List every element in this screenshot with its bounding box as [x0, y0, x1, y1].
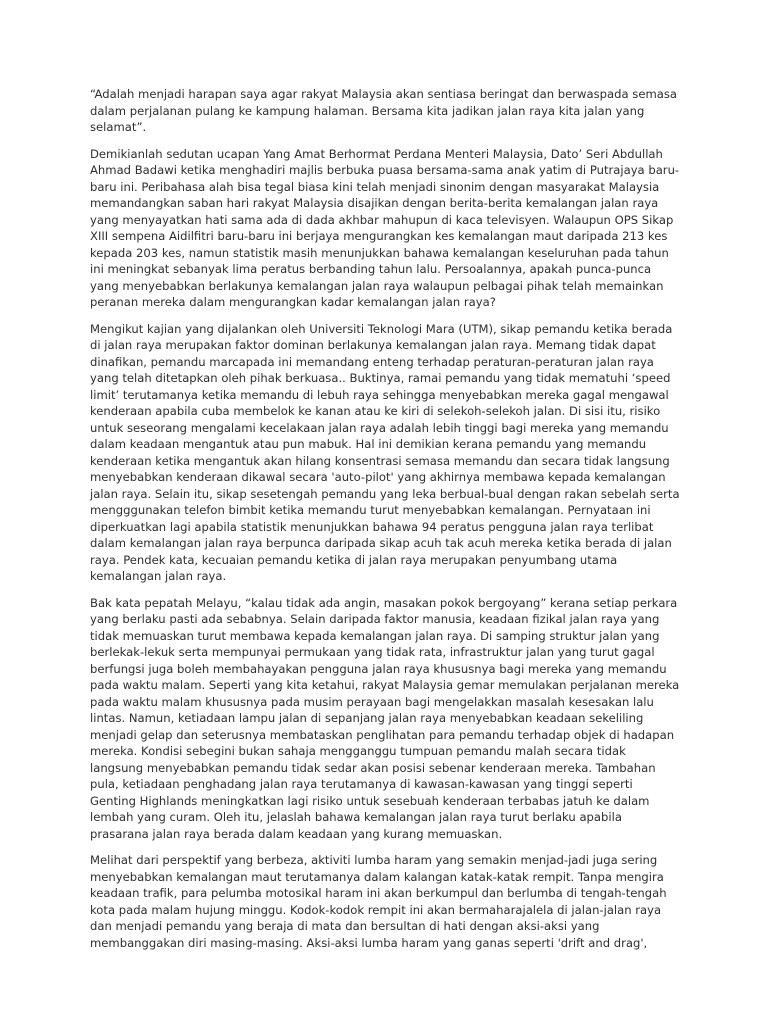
paragraph-illegal-racing: Melihat dari perspektif yang berbeza, aktiviti lumba haram yang semakin menjad-jadi juga sering menyebabkan kemalangan maut terutamanya dalam kalangan katak-katak rempit. Tanpa mengira keadaan trafik, para pelumba motosikal haram ini akan berkumpul dan berlumba di tengah-tengah kota pada malam hujung minggu. Kodok-kodok rempit ini akan bermaharajalela di jalan-jalan raya dan menjadi pemandu yang beraja di mata dan bersultan di hati dengan aksi-aksi yang membanggakan diri masing-masing. Aksi-aksi lumba haram yang ganas seperti 'drift and drag', [90, 853, 667, 950]
paragraph-introduction: Demikianlah sedutan ucapan Yang Amat Berhormat Perdana Menteri Malaysia, Dato’ Seri Abdullah Ahmad Badawi ketika menghadiri majlis berbuka puasa bersama-sama anak yatim di Putrajaya baru-baru ini. Peribahasa alah bisa tegal biasa kini telah menjadi sinonim dengan masyarakat Malaysia memandangkan saban hari rakyat Malaysia disajikan dengan berita-berita kemalangan jalan raya yang menyayatkan hati sama ada di dada akhbar mahupun di kaca televisyen. Walaupun OPS Sikap XIII sempena Aidilfitri baru-baru ini berjaya mengurangkan kes kemalangan maut daripada 213 kes kepada 203 kes, namun statistik masih menunjukkan bahawa kemalangan keseluruhan pada tahun ini meningkat sebanyak lima peratus berbanding tahun lalu. Persoalannya, apakah punca-punca yang menyebabkan berlakunya kemalangan jalan raya walaupun pelbagai pihak telah memainkan peranan mereka dalam mengurangkan kadar kemalangan jalan raya? [90, 146, 680, 309]
document-page [90, 86, 680, 961]
paragraph-driver-attitude: Mengikut kajian yang dijalankan oleh Universiti Teknologi Mara (UTM), sikap pemandu ketika berada di jalan raya merupakan faktor dominan berlakunya kemalangan jalan raya. Memang tidak dapat dinafikan, pemandu marcapada ini memandang enteng terhadap peraturan-peraturan jalan raya yang telah ditetapkan oleh pihak berkuasa.. Buktinya, ramai pemandu yang tidak mematuhi ‘speed limit’ terutamanya ketika memandu di lebuh raya sehingga menyebabkan mereka gagal mengawal kenderaan apabila cuba membelok ke kanan atau ke kiri di selekoh-selekoh jalan. Di sisi itu, risiko untuk seseorang mengalami kecelakaan jalan raya adalah lebih tinggi bagi mereka yang memandu dalam keadaan mengantuk atau pun mabuk. Hal ini demikian kerana pemandu yang memandu kenderaan ketika mengantuk akan hilang konsentrasi semasa memandu dan secara tidak langsung menyebabkan kenderaan dikawal secara 'auto-pilot' yang akhirnya membawa kepada kemalangan jalan raya. Selain itu, sikap sesetengah pemandu yang leka berbual-bual dengan rakan sebelah serta mengggunakan telefon bimbit ketika memandu turut menyebabkan kemalangan. Pernyataan ini diperkuatkan lagi apabila statistik menunjukkan bahawa 94 peratus pengguna jalan raya terlibat dalam kemalangan jalan raya berpunca daripada sikap acuh tak acuh mereka ketika berada di jalan raya. Pendek kata, kecuaian pemandu ketika di jalan raya merupakan penyumbang utama kemalangan jalan raya. [90, 321, 680, 583]
paragraph-quote: “Adalah menjadi harapan saya agar rakyat Malaysia akan sentiasa beringat dan berwaspada semasa dalam perjalanan pulang ke kampung halaman. Bersama kita jadikan jalan raya kita jalan yang selamat”. [90, 87, 677, 134]
paragraph-road-condition: Bak kata pepatah Melayu, “kalau tidak ada angin, masakan pokok bergoyang” kerana setiap perkara yang berlaku pasti ada sebabnya. Selain daripada faktor manusia, keadaan fizikal jalan raya yang tidak memuaskan turut membawa kepada kemalangan jalan raya. Di samping struktur jalan yang berlekak-lekuk serta mempunyai permukaan yang tidak rata, infrastruktur jalan yang turut gagal berfungsi juga boleh membahayakan pengguna jalan raya khususnya bagi mereka yang memandu pada waktu malam. Seperti yang kita ketahui, rakyat Malaysia gemar memulakan perjalanan mereka pada waktu malam khususnya pada musim perayaan bagi mengelakkan masalah kesesakan lalu lintas. Namun, ketiadaan lampu jalan di sepanjang jalan raya menyebabkan keadaan sekeliling menjadi gelap dan seterusnya membataskan penglihatan para pemandu terhadap objek di hadapan mereka. Kondisi sebegini bukan sahaja mengganggu tumpuan pemandu malah secara tidak langsung menyebabkan pemandu tidak sedar akan posisi sebenar kenderaan mereka. Tambahan pula, ketiadaan penghadang jalan raya terutamanya di kawasan-kawasan yang tinggi seperti Genting Highlands meningkatkan lagi risiko untuk sesebuah kenderaan terbabas jatuh ke dalam lembah yang curam. Oleh itu, jelaslah bahawa kemalangan jalan raya turut berlaku apabila prasarana jalan raya berada dalam keadaan yang kurang memuaskan. [90, 595, 680, 841]
